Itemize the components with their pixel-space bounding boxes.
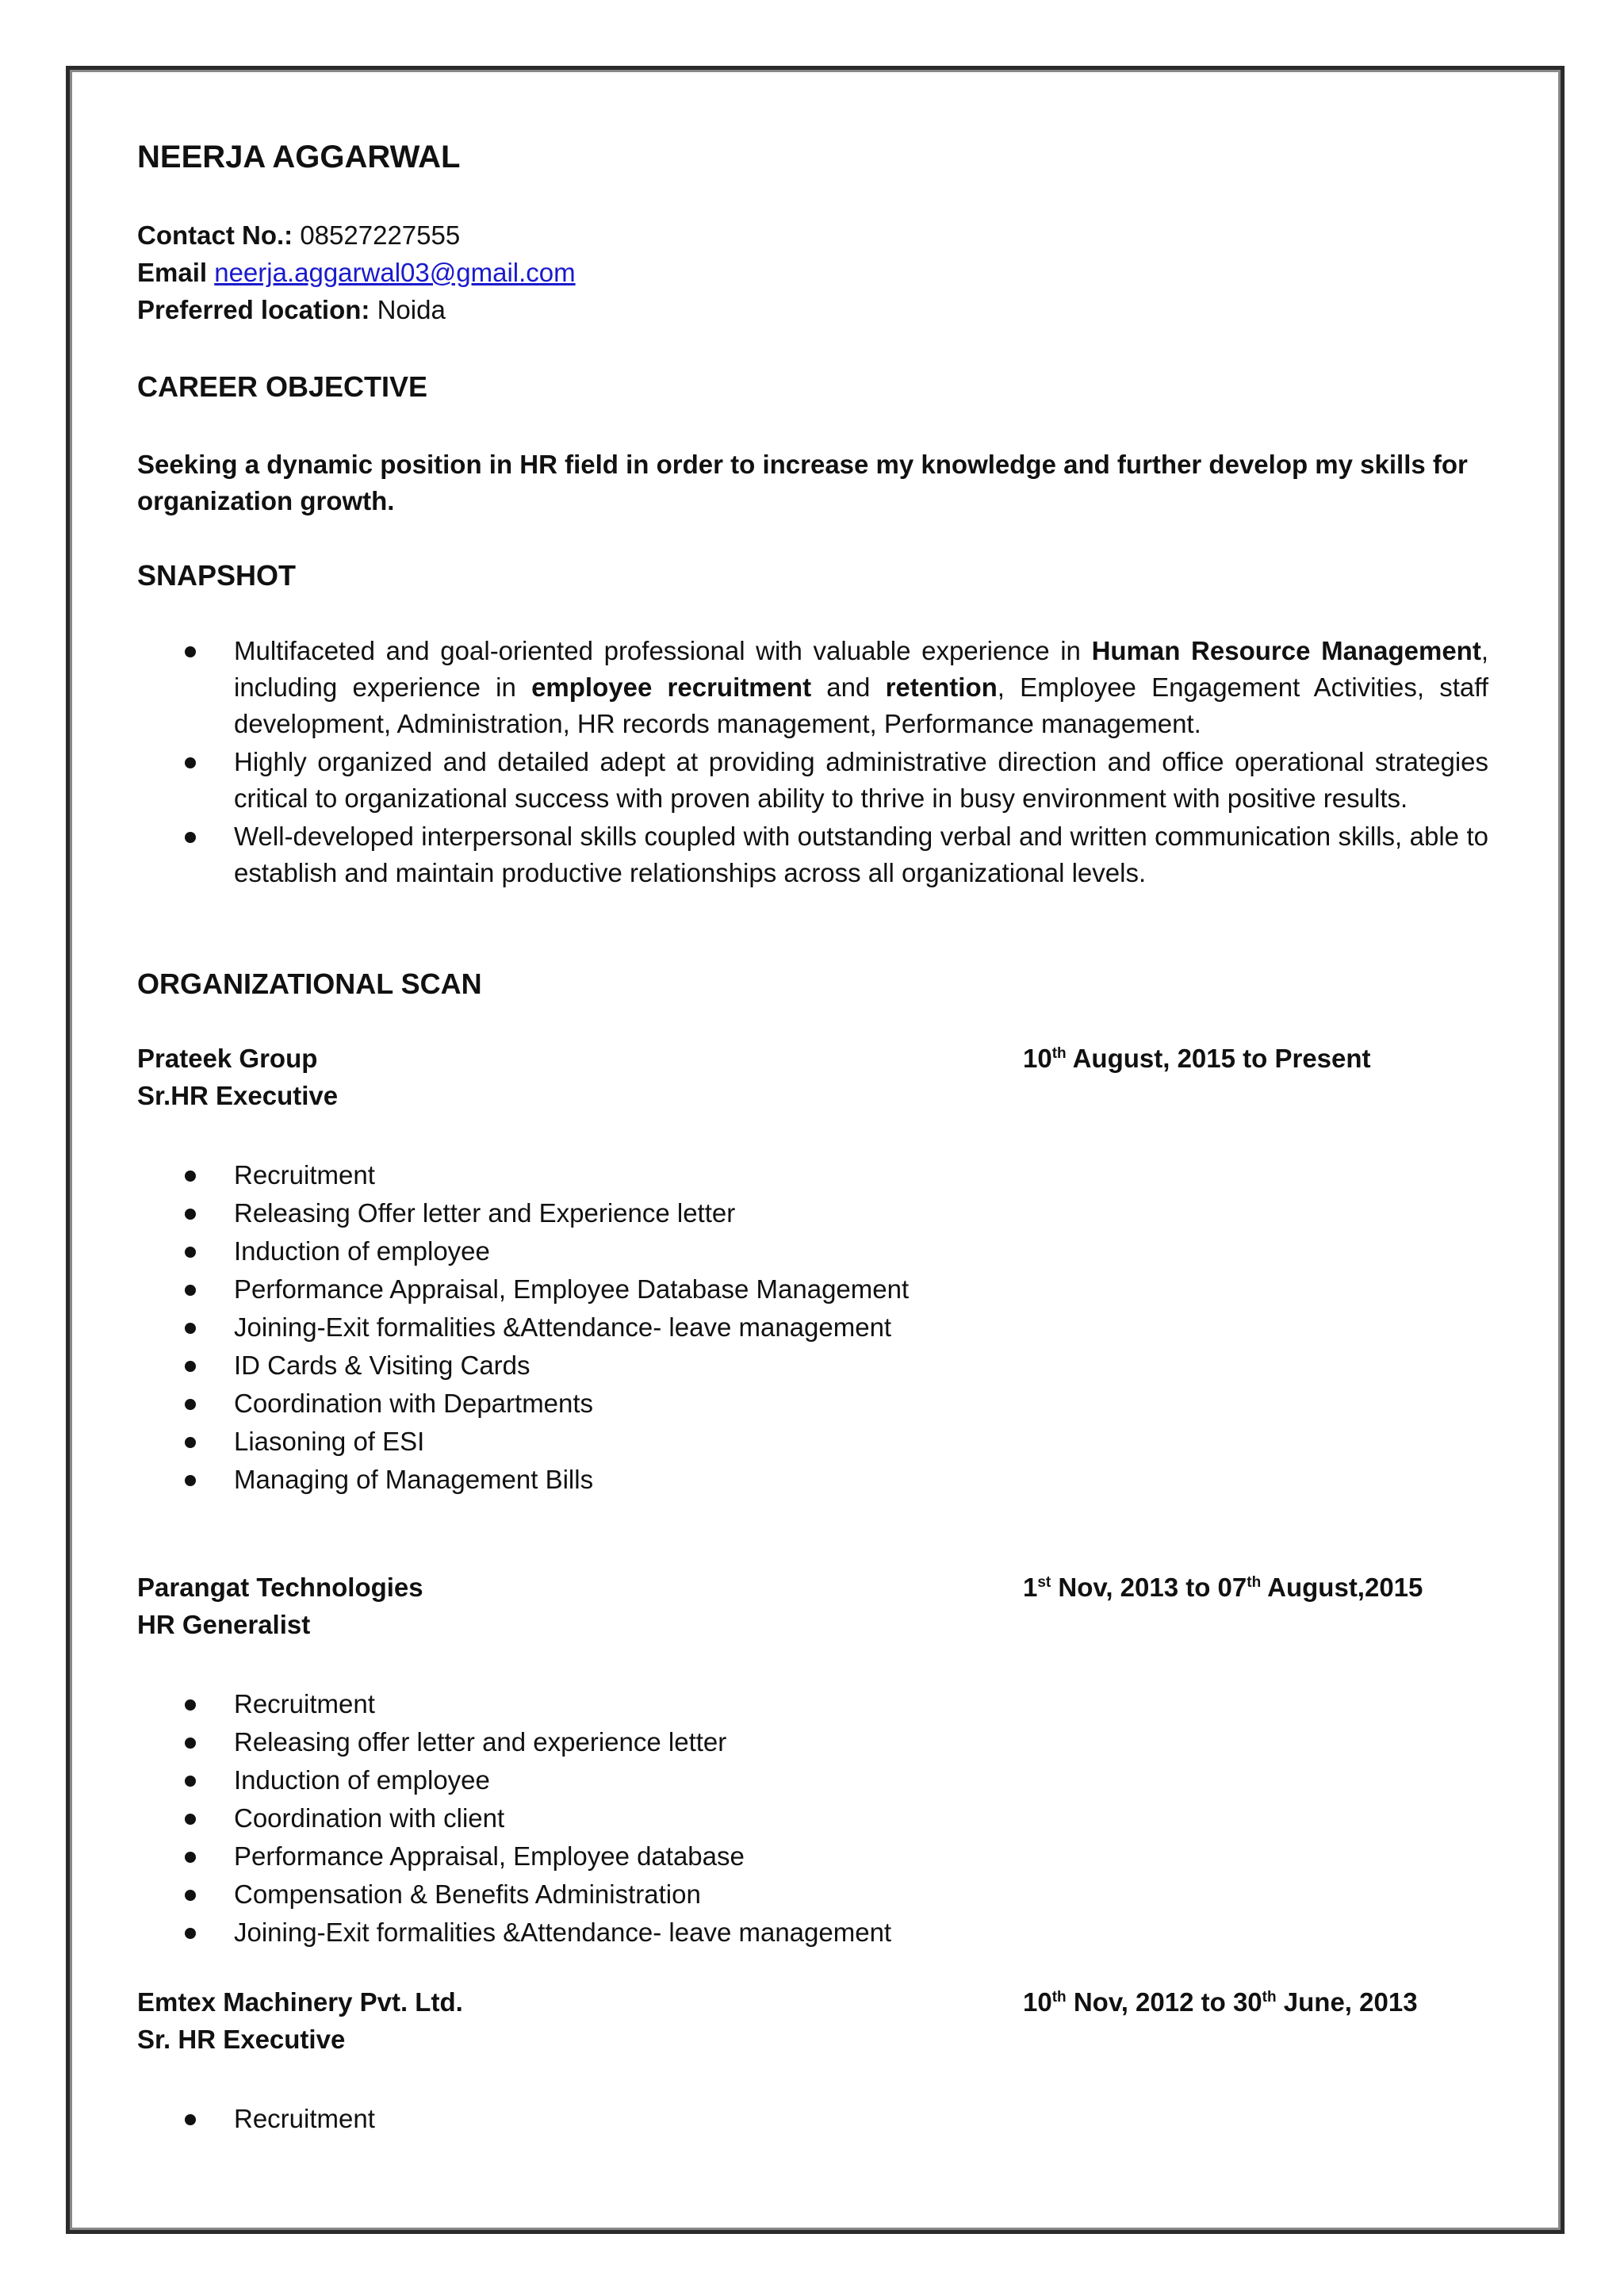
duty-item: Compensation & Benefits Administration <box>137 1875 1247 1914</box>
snapshot-heading: SNAPSHOT <box>137 559 297 592</box>
duty-item: Releasing Offer letter and Experience letter <box>137 1194 1247 1232</box>
company-name: Emtex Machinery Pvt. Ltd. <box>137 1987 463 2017</box>
duty-item: Liasoning of ESI <box>137 1423 1247 1461</box>
duty-item: Recruitment <box>137 1685 1247 1723</box>
snapshot-item: Highly organized and detailed adept at providing administrative direction and office operational strategies critical to organizational success with proven ability to thrive in busy environment with positive results. <box>137 744 1488 817</box>
duty-item: ID Cards & Visiting Cards <box>137 1347 1247 1385</box>
company-name: Prateek Group <box>137 1044 318 1073</box>
snapshot-item: Multifaceted and goal-oriented professional with valuable experience in Human Resource Management, including experience in employee recruitment and retention, Employee Engagement Activities, staff development, Administration, HR records management, Performance management. <box>137 633 1488 742</box>
career-objective-heading: CAREER OBJECTIVE <box>137 370 428 403</box>
phone-label: Contact No.: <box>137 220 293 250</box>
duties-list <box>137 1685 1247 1952</box>
duty-item: Coordination with Departments <box>137 1385 1247 1423</box>
email-link[interactable]: neerja.aggarwal03@gmail.com <box>214 258 576 287</box>
job-role: HR Generalist <box>137 1610 311 1639</box>
snapshot-list <box>137 633 1488 893</box>
duty-item: Recruitment <box>137 1156 1247 1194</box>
duty-item: Performance Appraisal, Employee Database Management <box>137 1270 1247 1308</box>
career-objective-text: Seeking a dynamic position in HR field in order to increase my knowledge and further develop my skills for organization growth. <box>137 450 1468 515</box>
contact-email-line <box>137 258 576 288</box>
duty-item: Releasing offer letter and experience letter <box>137 1723 1247 1761</box>
location-label: Preferred location: <box>137 295 370 324</box>
duty-item: Induction of employee <box>137 1232 1247 1270</box>
job-role: Sr.HR Executive <box>137 1081 339 1110</box>
location-value: Noida <box>377 295 446 324</box>
email-label: Email <box>137 258 208 287</box>
duty-item: Coordination with client <box>137 1799 1247 1837</box>
duty-item: Managing of Management Bills <box>137 1461 1247 1499</box>
employment-dates: 1st Nov, 2013 to 07th August,2015 <box>1023 1573 1423 1602</box>
duty-item: Joining-Exit formalities &Attendance- leave management <box>137 1914 1247 1952</box>
contact-location-line <box>137 295 446 325</box>
job-role: Sr. HR Executive <box>137 2025 346 2054</box>
phone-value: 08527227555 <box>300 220 461 250</box>
organizational-scan-heading: ORGANIZATIONAL SCAN <box>137 967 482 1000</box>
duty-item: Joining-Exit formalities &Attendance- leave management <box>137 1308 1247 1347</box>
employment-dates: 10th August, 2015 to Present <box>1023 1044 1371 1073</box>
duties-list <box>137 2100 1247 2138</box>
contact-phone-line <box>137 220 460 251</box>
duty-item: Induction of employee <box>137 1761 1247 1799</box>
snapshot-item: Well-developed interpersonal skills coupled with outstanding verbal and written communication skills, able to establish and maintain productive relationships across all organizational levels. <box>137 818 1488 891</box>
company-name: Parangat Technologies <box>137 1573 423 1602</box>
duties-list <box>137 1156 1247 1499</box>
employment-dates: 10th Nov, 2012 to 30th June, 2013 <box>1023 1987 1418 2017</box>
candidate-name: NEERJA AGGARWAL <box>137 140 461 174</box>
duty-item: Performance Appraisal, Employee database <box>137 1837 1247 1875</box>
duty-item: Recruitment <box>137 2100 1247 2138</box>
